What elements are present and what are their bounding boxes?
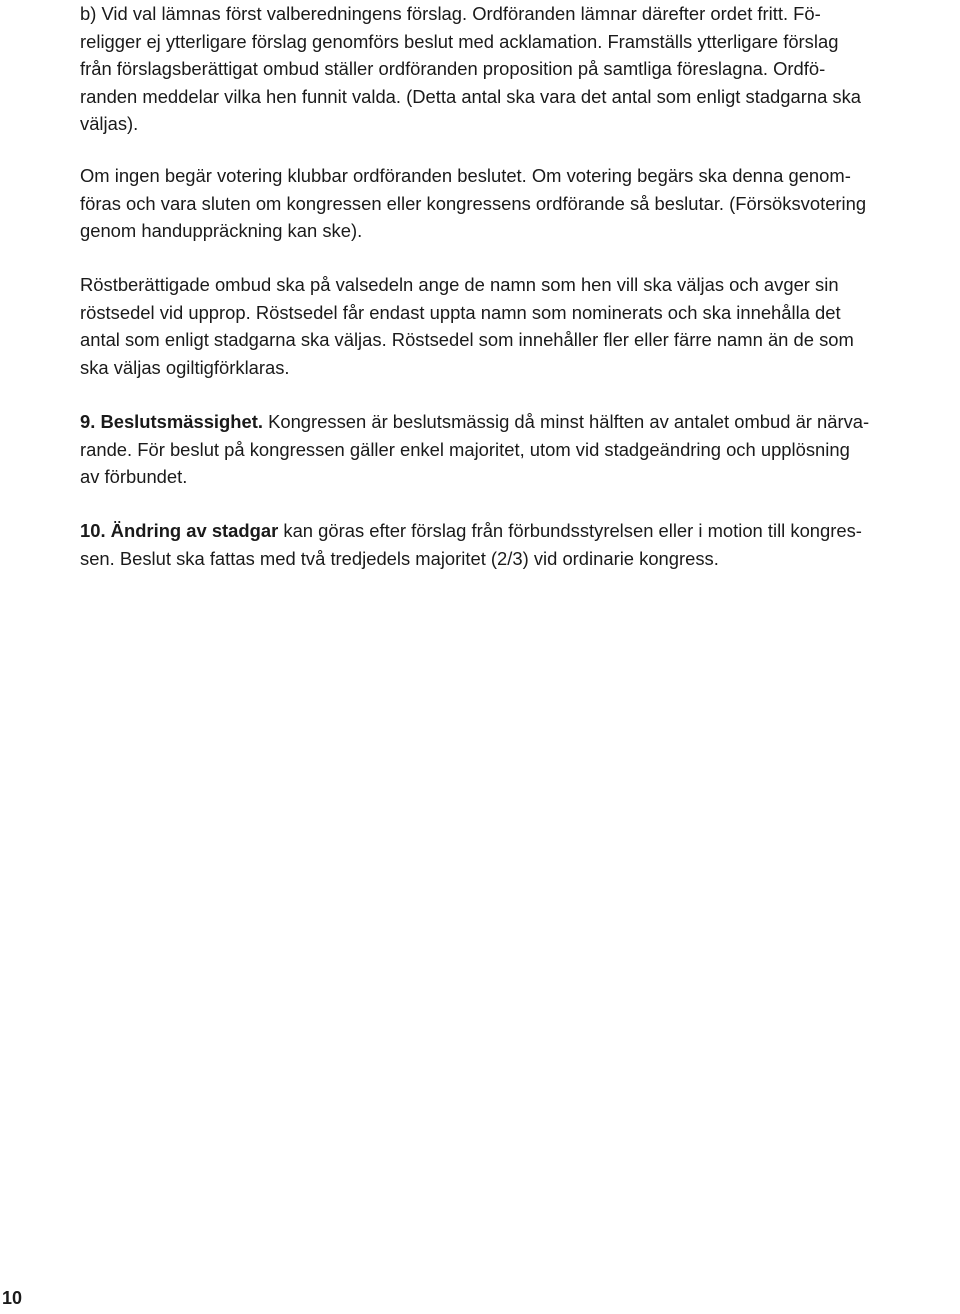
paragraph-amendments — [80, 517, 960, 572]
section-heading-quorum: 9. Beslutsmässighet. — [80, 411, 263, 432]
page-number: 10 — [2, 1288, 23, 1308]
section-body-quorum: Kongressen är beslutsmässig då minst hälften av antalet ombud är närva- rande. För beslut på kongressen gäller enkel majoritet, utom vid stadgeändring och upplösning av förbundet. — [80, 411, 870, 487]
paragraph-election-procedure: b) Vid val lämnas först valberedningens förslag. Ordföranden lämnar därefter ordet fritt. Fö- religger ej ytterligare förslag genomförs beslut med acklamation. Framställs ytterligare förslag från förslagsberättigat ombud ställer ordföranden proposition på samtliga föreslagna. Ordfö- randen meddelar vilka hen funnit valda. (Detta antal ska vara det antal som enligt stadgarna ska väljas). — [80, 3, 862, 134]
paragraph-ballot: Röstberättigade ombud ska på valsedeln ange de namn som hen vill ska väljas och avger sin röstsedel vid upprop. Röstsedel får endast uppta namn som nominerats och ska innehålla det antal som enligt stadgarna ska väljas. Röstsedel som innehåller fler eller färre namn än de som ska väljas ogiltigförklaras. — [80, 274, 854, 378]
section-body-amendments: kan göras efter förslag från förbundsstyrelsen eller i motion till kongres- sen. Beslut ska fattas med två tredjedels majoritet (2/3) vid ordinarie kongress. — [80, 520, 862, 569]
paragraph-quorum — [80, 408, 960, 491]
section-heading-amendments: 10. Ändring av stadgar — [80, 520, 279, 541]
paragraph-voting: Om ingen begär votering klubbar ordföranden beslutet. Om votering begärs ska denna genom- föras och vara sluten om kongressen eller kongressens ordförande så beslutar. (Försöksvotering genom handuppräckning kan ske). — [80, 165, 867, 241]
